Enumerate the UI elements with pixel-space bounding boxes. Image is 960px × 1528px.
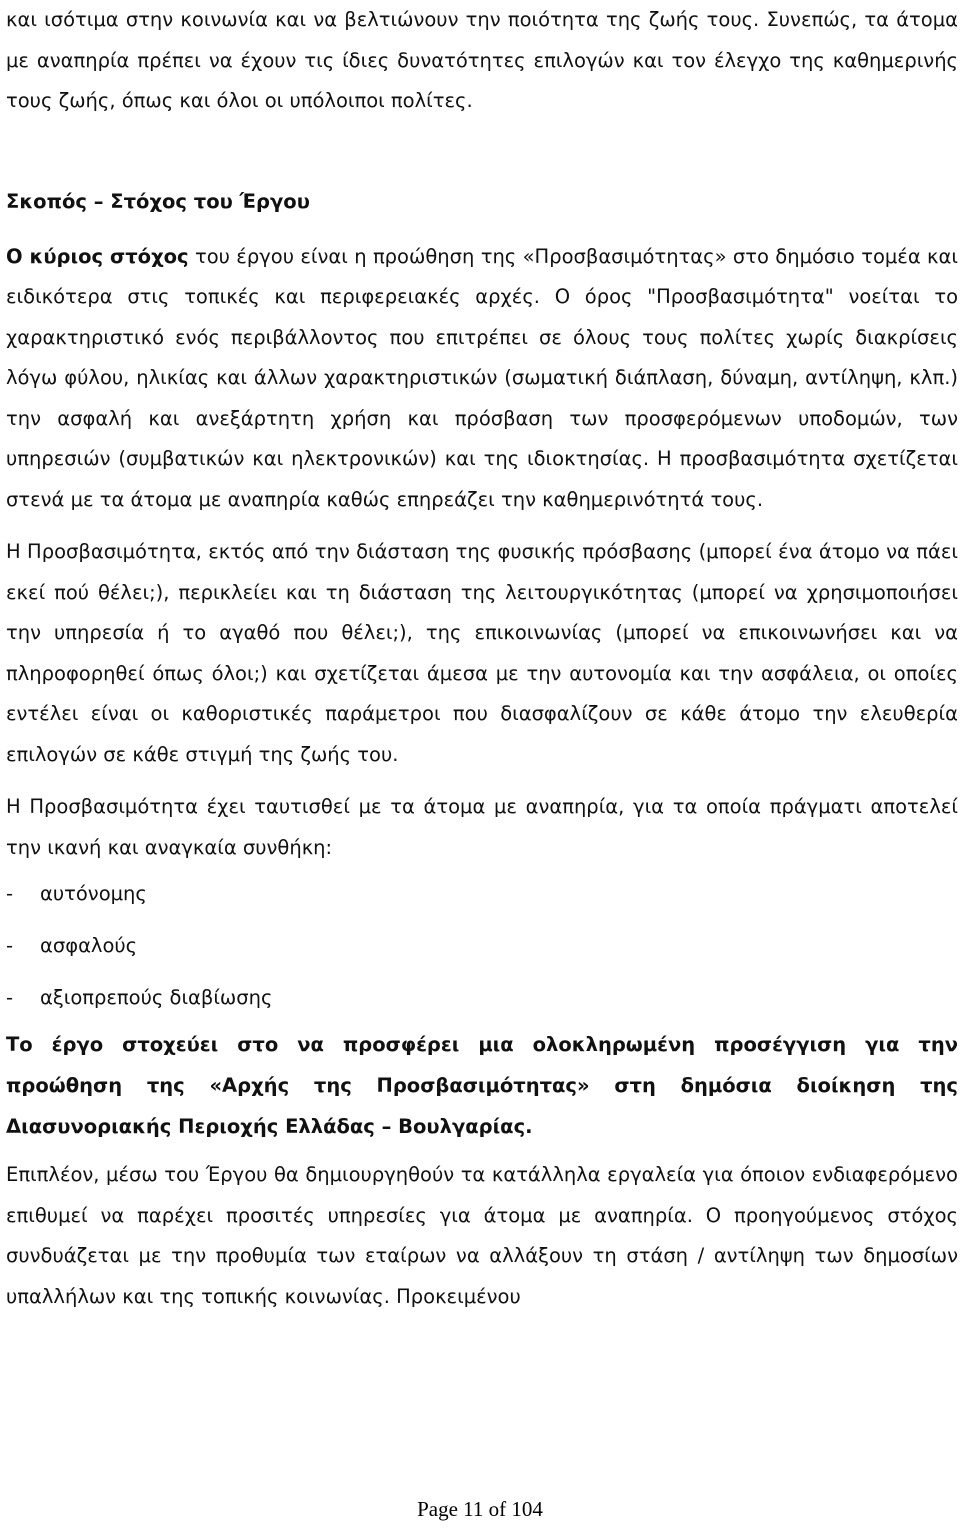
page-content	[6, 0, 958, 1317]
list-item-text: αυτόνομης	[40, 882, 147, 905]
intro-paragraph: και ισότιμα στην κοινωνία και να βελτιώνουν την ποιότητα της ζωής τους. Συνεπώς, τα άτομα με αναπηρία πρέπει να έχουν τις ίδιες δυνατότητες επιλογών και τον έλεγχο της καθημερινής τους ζωής, όπως και όλοι οι υπόλοιποι πολίτες.	[6, 8, 958, 112]
page-footer: Page 11 of 104	[417, 1497, 543, 1521]
goal-paragraph	[6, 237, 958, 521]
identified-paragraph: Η Προσβασιμότητα έχει ταυτισθεί με τα άτομα με αναπηρία, για τα οποία πράγματι αποτελεί την ικανή και αναγκαία συνθήκη:	[6, 795, 958, 859]
dimensions-paragraph: Η Προσβασιμότητα, εκτός από την διάσταση της φυσικής πρόσβασης (μπορεί ένα άτομο να πάει εκεί πού θέλει;), περικλείει και τη διάσταση της λειτουργικότητας (μπορεί να χρησιμοποιήσει την υπηρεσία ή το αγαθό που θέλει;), της επικοινωνίας (μπορεί να επικοινωνήσει και να πληροφορηθεί όπως όλοι;) και σχετίζεται άμεσα με την αυτονομία και την ασφάλεια, οι οποίες εντέλει είναι οι καθοριστικές παράμετροι που διασφαλίζουν σε κάθε άτομο την ελευθερία επιλογών σε κάθε στιγμή της ζωής του.	[6, 540, 958, 766]
list-item-text: αξιοπρεπούς διαβίωσης	[40, 986, 273, 1009]
list-dash: -	[6, 934, 14, 957]
bold-statement: Το έργο στοχεύει στο να προσφέρει μια ολοκληρωμένη προσέγγιση για την προώθηση της «Αρχής της Προσβασιμότητας» στη δημόσια διοίκηση της Διασυνοριακής Περιοχής Ελλάδας – Βουλγαρίας.	[6, 1033, 958, 1138]
list-item-text: ασφαλούς	[40, 934, 138, 957]
list-dash: -	[6, 986, 14, 1009]
section-heading: Σκοπός – Στόχος του Έργου	[6, 189, 310, 213]
goal-text: του έργου είναι η προώθηση της «Προσβασιμότητας» στο δημόσιο τομέα και ειδικότερα στις τοπικές και περιφερειακές αρχές. Ο όρος "Προσβασιμότητα" νοείται το χαρακτηριστικό ενός περιβάλλοντος που επιτρέπει σε όλους τους πολίτες χωρίς διακρίσεις λόγω φύλου, ηλικίας και άλλων χαρακτηριστικών (σωματική διάπλαση, δύναμη, αντίληψη, κλπ.) την ασφαλή και ανεξάρτητη χρήση και πρόσβαση των προσφερόμενων υποδομών, των υπηρεσιών (συμβατικών και ηλεκτρονικών) και της ιδιοκτησίας. Η προσβασιμότητα σχετίζεται στενά με τα άτομα με αναπηρία καθώς επηρεάζει την καθημερινότητά τους.	[6, 244, 958, 511]
conditions-list	[6, 868, 958, 1024]
list-item	[6, 868, 958, 920]
list-dash: -	[6, 882, 14, 905]
list-item	[6, 972, 958, 1024]
goal-lead-bold: Ο κύριος στόχος	[6, 244, 189, 268]
tools-paragraph: Επιπλέον, μέσω του Έργου θα δημιουργηθούν τα κατάλληλα εργαλεία για όποιον ενδιαφερόμενο επιθυμεί να παρέχει προσιτές υπηρεσίες για άτομα με αναπηρία. Ο προηγούμενος στόχος συνδυάζεται με την προθυμία των εταίρων να αλλάξουν τη στάση / αντίληψη των δημοσίων υπαλλήλων και της τοπικής κοινωνίας. Προκειμένου	[6, 1163, 958, 1308]
list-item	[6, 920, 958, 972]
